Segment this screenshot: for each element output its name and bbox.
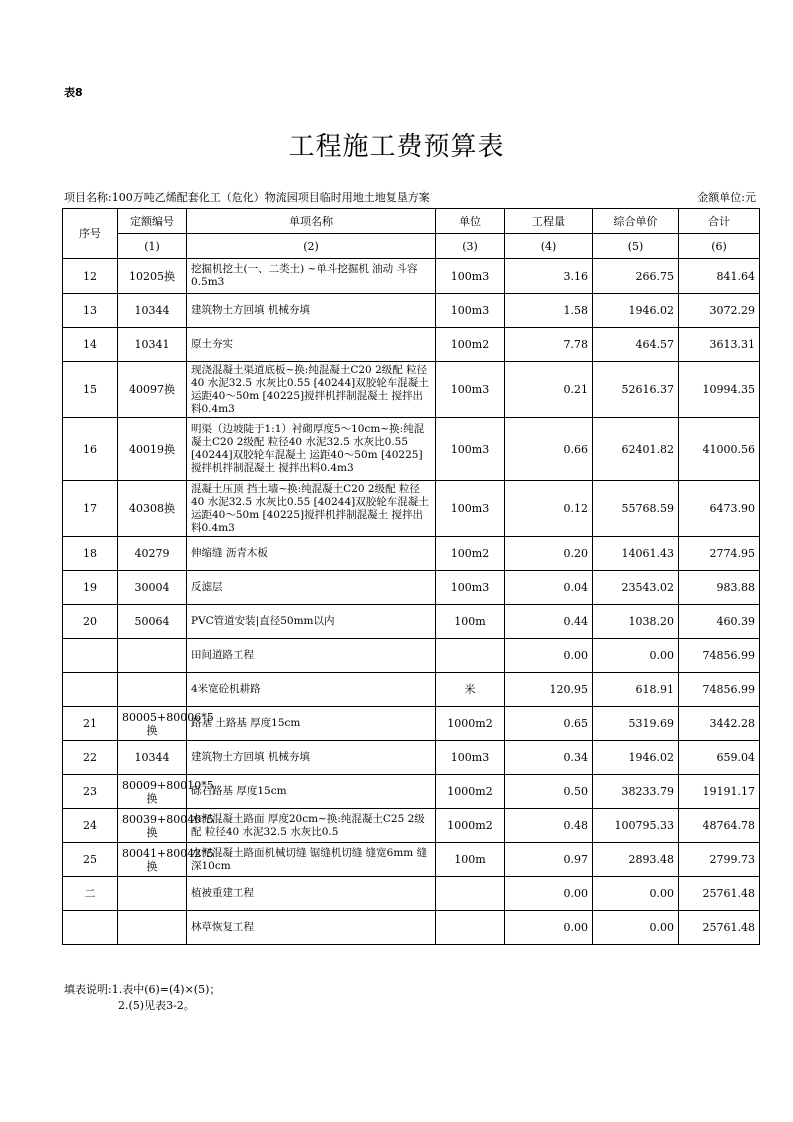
table-row (63, 259, 760, 294)
cell-total: 2774.95 (679, 537, 760, 571)
table-tag: 表8 (64, 86, 83, 99)
table-row (63, 605, 760, 639)
table-row (63, 418, 760, 481)
cell-seq: 15 (63, 362, 118, 418)
table-row (63, 775, 760, 809)
cell-price: 618.91 (593, 673, 679, 707)
cell-name: 建筑物土方回填 机械夯填 (187, 294, 436, 328)
cell-total: 25761.48 (679, 911, 760, 945)
cell-name: 植被重建工程 (187, 877, 436, 911)
cell-code (118, 673, 187, 707)
cell-qty: 0.66 (505, 418, 593, 481)
cell-price: 0.00 (593, 911, 679, 945)
cell-qty: 0.20 (505, 537, 593, 571)
table-row (63, 707, 760, 741)
cell-total: 19191.17 (679, 775, 760, 809)
cell-seq: 21 (63, 707, 118, 741)
cell-price: 266.75 (593, 259, 679, 294)
table-row (63, 843, 760, 877)
header-seq: 序号 (63, 209, 118, 259)
cell-unit: 100m2 (436, 328, 505, 362)
cell-unit: 100m3 (436, 571, 505, 605)
cell-total: 2799.73 (679, 843, 760, 877)
cell-qty: 0.21 (505, 362, 593, 418)
cell-price: 14061.43 (593, 537, 679, 571)
cell-qty: 3.16 (505, 259, 593, 294)
cell-unit: 1000m2 (436, 809, 505, 843)
cell-qty: 1.58 (505, 294, 593, 328)
header-num-3: (3) (436, 234, 505, 259)
cell-qty: 7.78 (505, 328, 593, 362)
cell-seq: 17 (63, 481, 118, 537)
cell-code: 40097换 (118, 362, 187, 418)
cell-unit: 100m3 (436, 259, 505, 294)
cell-seq: 25 (63, 843, 118, 877)
cell-code: 10205换 (118, 259, 187, 294)
page-title: 工程施工费预算表 (288, 132, 505, 162)
cell-code: 80005+80006*5换 (118, 707, 187, 741)
cell-unit: 100m3 (436, 418, 505, 481)
cell-price: 1038.20 (593, 605, 679, 639)
cell-name: 田间道路工程 (187, 639, 436, 673)
table-row (63, 639, 760, 673)
cell-unit (436, 911, 505, 945)
note-line-1: 填表说明:1.表中(6)=(4)×(5)； (64, 983, 221, 996)
cell-price: 52616.37 (593, 362, 679, 418)
cell-price: 2893.48 (593, 843, 679, 877)
cell-name: 水泥混凝土路面机械切缝 锯缝机切缝 缝宽6mm 缝深10cm (187, 843, 436, 877)
cell-price: 1946.02 (593, 294, 679, 328)
cell-price: 5319.69 (593, 707, 679, 741)
cell-name: 路基 土路基 厚度15cm (187, 707, 436, 741)
cell-unit: 100m3 (436, 294, 505, 328)
header-quota: 定额编号 (118, 209, 187, 234)
cell-name: 建筑物土方回填 机械夯填 (187, 741, 436, 775)
cell-seq: 19 (63, 571, 118, 605)
cell-seq (63, 639, 118, 673)
header-total: 合计 (679, 209, 760, 234)
cell-seq: 12 (63, 259, 118, 294)
cell-seq: 20 (63, 605, 118, 639)
currency-unit: 金额单位:元 (697, 191, 756, 204)
cell-price: 55768.59 (593, 481, 679, 537)
cell-code: 10341 (118, 328, 187, 362)
cell-code: 80009+80010*5换 (118, 775, 187, 809)
cell-price: 464.57 (593, 328, 679, 362)
table-row (63, 673, 760, 707)
cell-code: 40279 (118, 537, 187, 571)
cell-total: 74856.99 (679, 639, 760, 673)
cell-code: 80041+80042*5换 (118, 843, 187, 877)
header-number-row (63, 234, 760, 259)
cell-code: 10344 (118, 741, 187, 775)
cell-seq: 24 (63, 809, 118, 843)
cell-qty: 0.50 (505, 775, 593, 809)
cell-seq: 23 (63, 775, 118, 809)
cell-unit: 100m3 (436, 741, 505, 775)
project-name: 项目名称:100万吨乙烯配套化工（危化）物流园项目临时用地土地复垦方案 (64, 191, 430, 204)
cell-unit: 100m2 (436, 537, 505, 571)
cell-total: 659.04 (679, 741, 760, 775)
header-num-6: (6) (679, 234, 760, 259)
table-row (63, 328, 760, 362)
cell-price: 0.00 (593, 877, 679, 911)
table-row (63, 537, 760, 571)
cell-total: 983.88 (679, 571, 760, 605)
cell-qty: 0.48 (505, 809, 593, 843)
table-row (63, 481, 760, 537)
cell-seq: 16 (63, 418, 118, 481)
cell-unit: 1000m2 (436, 775, 505, 809)
cell-seq (63, 673, 118, 707)
cell-unit: 100m3 (436, 362, 505, 418)
cell-unit: 1000m2 (436, 707, 505, 741)
cell-total: 3442.28 (679, 707, 760, 741)
cell-unit (436, 877, 505, 911)
cell-code: 80039+80040*5换 (118, 809, 187, 843)
header-price: 综合单价 (593, 209, 679, 234)
cell-name: 混凝土压顶 挡土墙~换:纯混凝土C20 2级配 粒径40 水泥32.5 水灰比0.55 [40244]双胶轮车混凝土 运距40～50m [40225]搅拌机拌制混凝土 搅拌出料0.4m3 (187, 481, 436, 537)
cell-code (118, 911, 187, 945)
cell-qty: 0.12 (505, 481, 593, 537)
cell-unit: 100m (436, 843, 505, 877)
cell-qty: 0.65 (505, 707, 593, 741)
header-unit: 单位 (436, 209, 505, 234)
table-row (63, 877, 760, 911)
cell-qty: 0.00 (505, 911, 593, 945)
budget-table (62, 208, 760, 945)
cell-name: 明渠（边坡陡于1:1）衬砌厚度5～10cm~换:纯混凝土C20 2级配 粒径40 水泥32.5 水灰比0.55 [40244]双胶轮车混凝土 运距40～50m [40225]搅拌机拌制混凝土 搅拌出料0.4m3 (187, 418, 436, 481)
cell-qty: 120.95 (505, 673, 593, 707)
cell-seq: 14 (63, 328, 118, 362)
cell-total: 41000.56 (679, 418, 760, 481)
cell-total: 10994.35 (679, 362, 760, 418)
cell-price: 100795.33 (593, 809, 679, 843)
cell-name: 反滤层 (187, 571, 436, 605)
cell-total: 25761.48 (679, 877, 760, 911)
header-name: 单项名称 (187, 209, 436, 234)
cell-seq: 二 (63, 877, 118, 911)
cell-name: 4米宽砼机耕路 (187, 673, 436, 707)
table-row (63, 809, 760, 843)
cell-qty: 0.00 (505, 877, 593, 911)
cell-name: 现浇混凝土渠道底板~换:纯混凝土C20 2级配 粒径40 水泥32.5 水灰比0.55 [40244]双胶轮车混凝土 运距40～50m [40225]搅拌机拌制混凝土 搅拌出料0.4m3 (187, 362, 436, 418)
cell-name: 水泥混凝土路面 厚度20cm~换:纯混凝土C25 2级配 粒径40 水泥32.5 水灰比0.5 (187, 809, 436, 843)
cell-qty: 0.44 (505, 605, 593, 639)
cell-code: 30004 (118, 571, 187, 605)
table-notes (64, 982, 220, 1014)
cell-qty: 0.04 (505, 571, 593, 605)
cell-total: 3613.31 (679, 328, 760, 362)
cell-unit (436, 639, 505, 673)
cell-code: 50064 (118, 605, 187, 639)
cell-name: 林草恢复工程 (187, 911, 436, 945)
cell-total: 841.64 (679, 259, 760, 294)
cell-name: 伸缩缝 沥青木板 (187, 537, 436, 571)
header-qty: 工程量 (505, 209, 593, 234)
cell-qty: 0.97 (505, 843, 593, 877)
header-num-1: (1) (118, 234, 187, 259)
cell-price: 0.00 (593, 639, 679, 673)
cell-name: 原土夯实 (187, 328, 436, 362)
cell-total: 3072.29 (679, 294, 760, 328)
header-num-2: (2) (187, 234, 436, 259)
cell-qty: 0.34 (505, 741, 593, 775)
cell-price: 1946.02 (593, 741, 679, 775)
cell-total: 460.39 (679, 605, 760, 639)
cell-price: 38233.79 (593, 775, 679, 809)
note-line-2: 2.(5)见表3-2。 (118, 999, 195, 1012)
cell-code: 10344 (118, 294, 187, 328)
cell-name: PVC管道安装|直径50mm以内 (187, 605, 436, 639)
header-num-4: (4) (505, 234, 593, 259)
header-row (63, 209, 760, 234)
cell-total: 6473.90 (679, 481, 760, 537)
cell-unit: 米 (436, 673, 505, 707)
cell-seq: 13 (63, 294, 118, 328)
table-row (63, 741, 760, 775)
cell-unit: 100m (436, 605, 505, 639)
cell-seq: 22 (63, 741, 118, 775)
cell-code: 40308换 (118, 481, 187, 537)
table-row (63, 911, 760, 945)
cell-total: 74856.99 (679, 673, 760, 707)
cell-price: 62401.82 (593, 418, 679, 481)
table-row (63, 571, 760, 605)
cell-price: 23543.02 (593, 571, 679, 605)
cell-code: 40019换 (118, 418, 187, 481)
table-row (63, 294, 760, 328)
cell-total: 48764.78 (679, 809, 760, 843)
header-num-5: (5) (593, 234, 679, 259)
cell-name: 砾石路基 厚度15cm (187, 775, 436, 809)
cell-code (118, 639, 187, 673)
cell-seq (63, 911, 118, 945)
cell-name: 挖掘机挖土(一、二类土) ~单斗挖掘机 油动 斗容0.5m3 (187, 259, 436, 294)
cell-code (118, 877, 187, 911)
cell-qty: 0.00 (505, 639, 593, 673)
cell-unit: 100m3 (436, 481, 505, 537)
cell-seq: 18 (63, 537, 118, 571)
table-row (63, 362, 760, 418)
